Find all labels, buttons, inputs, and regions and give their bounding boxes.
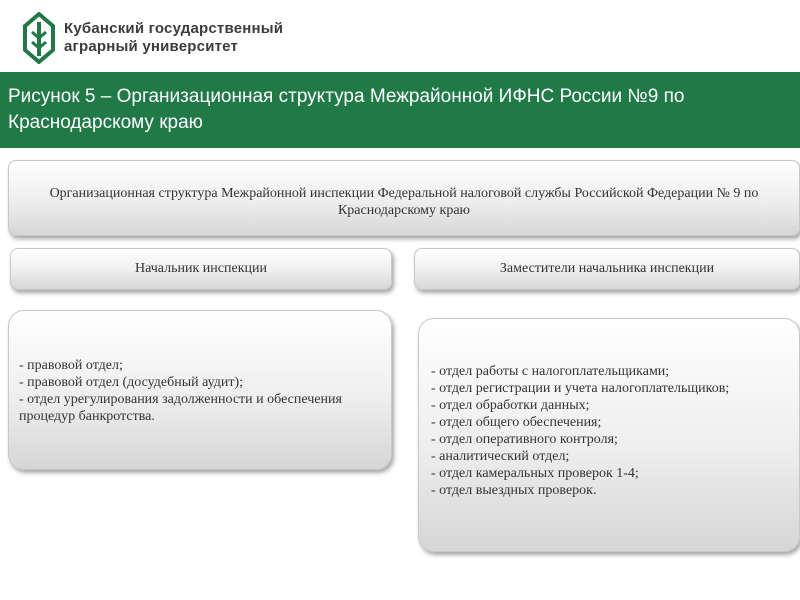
head-of-inspection-box <box>10 248 392 290</box>
deputy-departments-box <box>418 318 800 552</box>
university-name <box>64 20 283 56</box>
deputy-heads-box <box>414 248 800 290</box>
org-structure-title: Организационная структура Межрайонной инспекции Федеральной налоговой службы Российской Федерации № 9 по Краснодарскому краю <box>49 186 759 218</box>
department-item: - правовой отдел (досудебный аудит); <box>19 375 243 390</box>
head-departments-box <box>8 310 392 470</box>
department-item: - отдел урегулирования задолженности и обеспечения процедур банкротства. <box>19 392 342 424</box>
department-item: - отдел обработки данных; <box>431 398 590 413</box>
department-item: - аналитический отдел; <box>431 449 570 464</box>
department-item: - отдел регистрации и учета налогоплательщиков; <box>431 381 730 396</box>
slide-title: Рисунок 5 – Организационная структура Межрайонной ИФНС России №9 по Краснодарскому краю <box>8 86 685 133</box>
department-item: - отдел выездных проверок. <box>431 483 597 498</box>
slide-title-banner <box>0 72 800 148</box>
university-emblem-icon <box>22 12 56 64</box>
university-name-line1: Кубанский государственный <box>64 20 284 37</box>
org-structure-title-box <box>8 160 800 236</box>
department-item: - отдел камеральных проверок 1-4; <box>431 466 639 481</box>
department-item: - отдел оперативного контроля; <box>431 432 618 447</box>
university-name-line2: аграрный университет <box>64 38 239 55</box>
department-item: - отдел работы с налогоплательщиками; <box>431 364 670 379</box>
department-item: - правовой отдел; <box>19 358 123 373</box>
deputy-heads-label: Заместители начальника инспекции <box>499 261 715 276</box>
head-of-inspection-label: Начальник инспекции <box>135 261 267 276</box>
deputy-departments-list <box>431 363 789 499</box>
department-item: - отдел общего обеспечения; <box>431 415 602 430</box>
head-departments-list <box>19 357 381 425</box>
university-logo <box>22 10 283 66</box>
